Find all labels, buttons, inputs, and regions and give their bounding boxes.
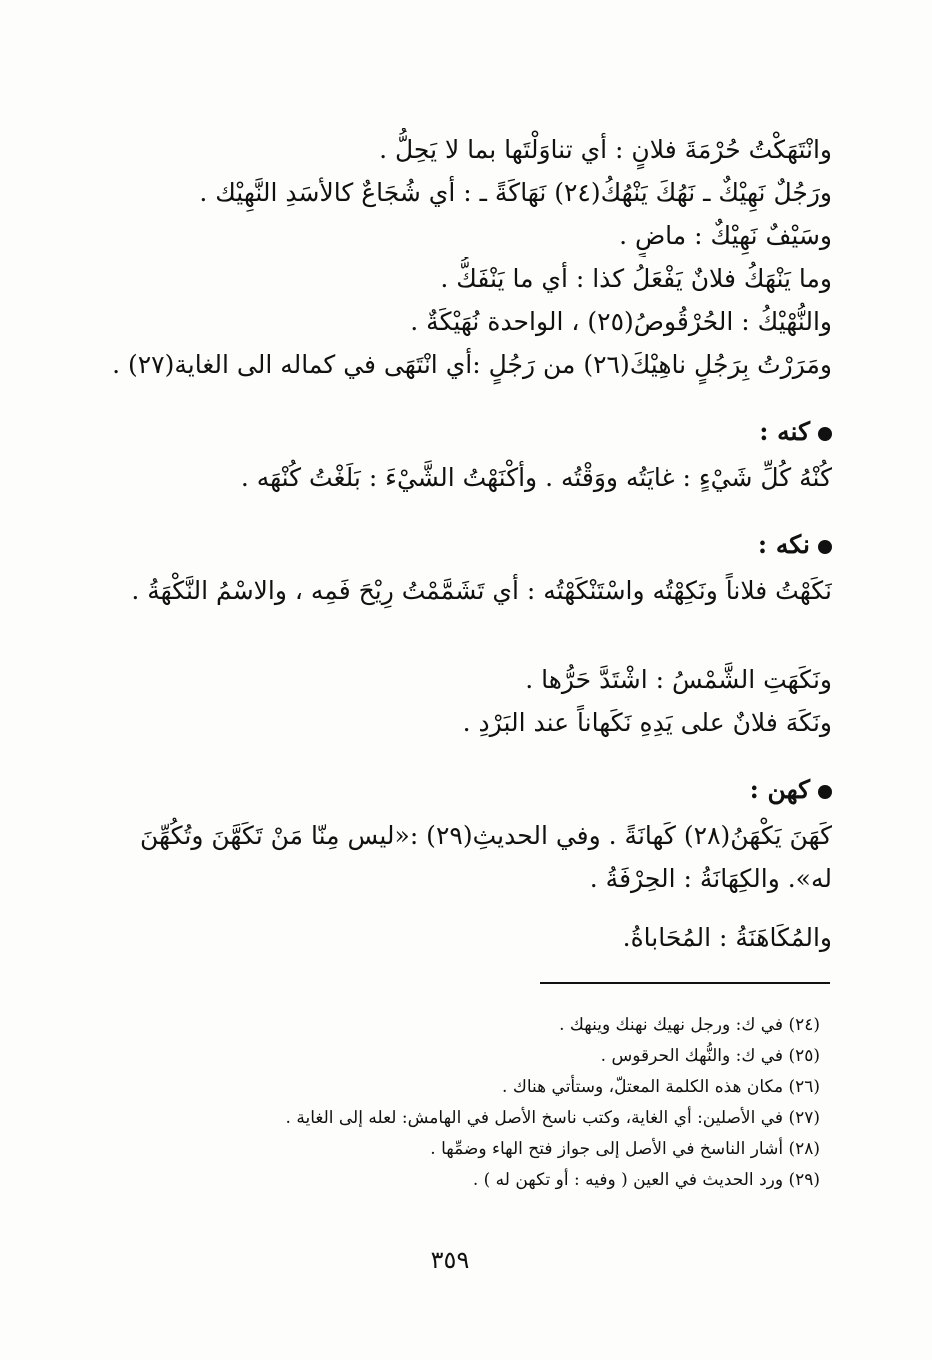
bullet-icon [818,427,832,441]
footnote: (٢٩) ورد الحديث في العين ( وفيه : أو تكهن له ) . [472,1170,820,1190]
footnote: (٢٦) مكان هذه الكلمة المعتلّ، وستأتي هناك . [502,1077,820,1097]
entry-heading-khn [100,766,832,814]
footnote: (٢٤) في ك: ورجل نهيك نهنك وينهك . [559,1015,820,1035]
text-line: له». والكِهَانَةُ : الحِرْفَةُ . [589,864,832,893]
entry-heading-label: كهن : [749,775,810,804]
entry-heading-nkh [100,521,832,569]
entry-heading-knh [100,408,832,456]
footnotes [130,1010,820,1196]
bullet-icon [818,785,832,799]
text-line: والمُكَاهَنَةُ : المُحَاباةُ. [622,923,832,952]
footnote: (٢٧) في الأصلين: أي الغاية، وكتب ناسخ الأصل في الهامش: لعله إلى الغاية . [285,1108,820,1128]
text-line: ونَكَهَ فلانٌ على يَدِهِ نَكَهاناً عند البَرْدِ . [462,708,832,737]
text-line: وانْتَهَكْتُ حُرْمَةَ فلانٍ : أي تناوَلْتَها بما لا يَحِلُّ . [379,135,832,164]
text-line: كَهَنَ يَكْهَنُ(٢٨) كَهانَةً . وفي الحديثِ(٢٩) :«ليس مِنّا مَنْ تَكَهَّنَ وتُكُهِّنَ [140,821,832,850]
bullet-icon [818,540,832,554]
page-number: ٣٥٩ [430,1246,470,1274]
text-line: نَكَهْتُ فلاناً ونَكِهْتُه واسْتَنْكَهْتُه : أي تَشَمَّمْتُ رِيْحَ فَمِه ، والاسْمُ النَّكْهَةُ . [131,576,832,605]
text-line: وما يَنْهَكُ فلانٌ يَفْعَلُ كذا : أي ما يَنْفَكُّ . [440,264,832,293]
text-line: كُنْهُ كُلِّ شَيْءٍ : غايَتُه ووَقْتُه . وأكْنَهْتُ الشَّيْءَ : بَلَغْتُ كُنْهَه . [240,463,832,492]
text-line: ونَكَهَتِ الشَّمْسُ : اشْتَدَّ حَرُّها . [525,665,832,694]
text-line: والنُّهْيْكُ : الحُرْقُوصُ(٢٥) ، الواحدة نُهَيْكَةٌ . [410,307,832,336]
entry-heading-label: نكه : [757,530,810,559]
entry-nhk-continuation [100,128,832,386]
text-line: وسَيْفٌ نَهِيْكٌ : ماضٍ . [619,221,832,250]
main-text [100,128,832,959]
text-line: ورَجُلٌ نَهِيْكٌ ـ نَهُكَ يَنْهُكُ(٢٤) نَهَاكَةً ـ : أي شُجَاعٌ كالأسَدِ النَّهِيْك . [199,178,832,207]
footnote: (٢٥) في ك: والنُّهك الحرقوس . [600,1046,820,1066]
entry-heading-label: كنه : [759,417,810,446]
footnote: (٢٨) أشار الناسخ في الأصل إلى جواز فتح الهاء وضمِّها . [430,1139,820,1159]
footnote-divider [540,982,830,984]
text-line: ومَرَرْتُ بِرَجُلٍ ناهِيْكَ(٢٦) من رَجُلٍ :أي انْتَهَى في كماله الى الغاية(٢٧) . [112,350,832,379]
